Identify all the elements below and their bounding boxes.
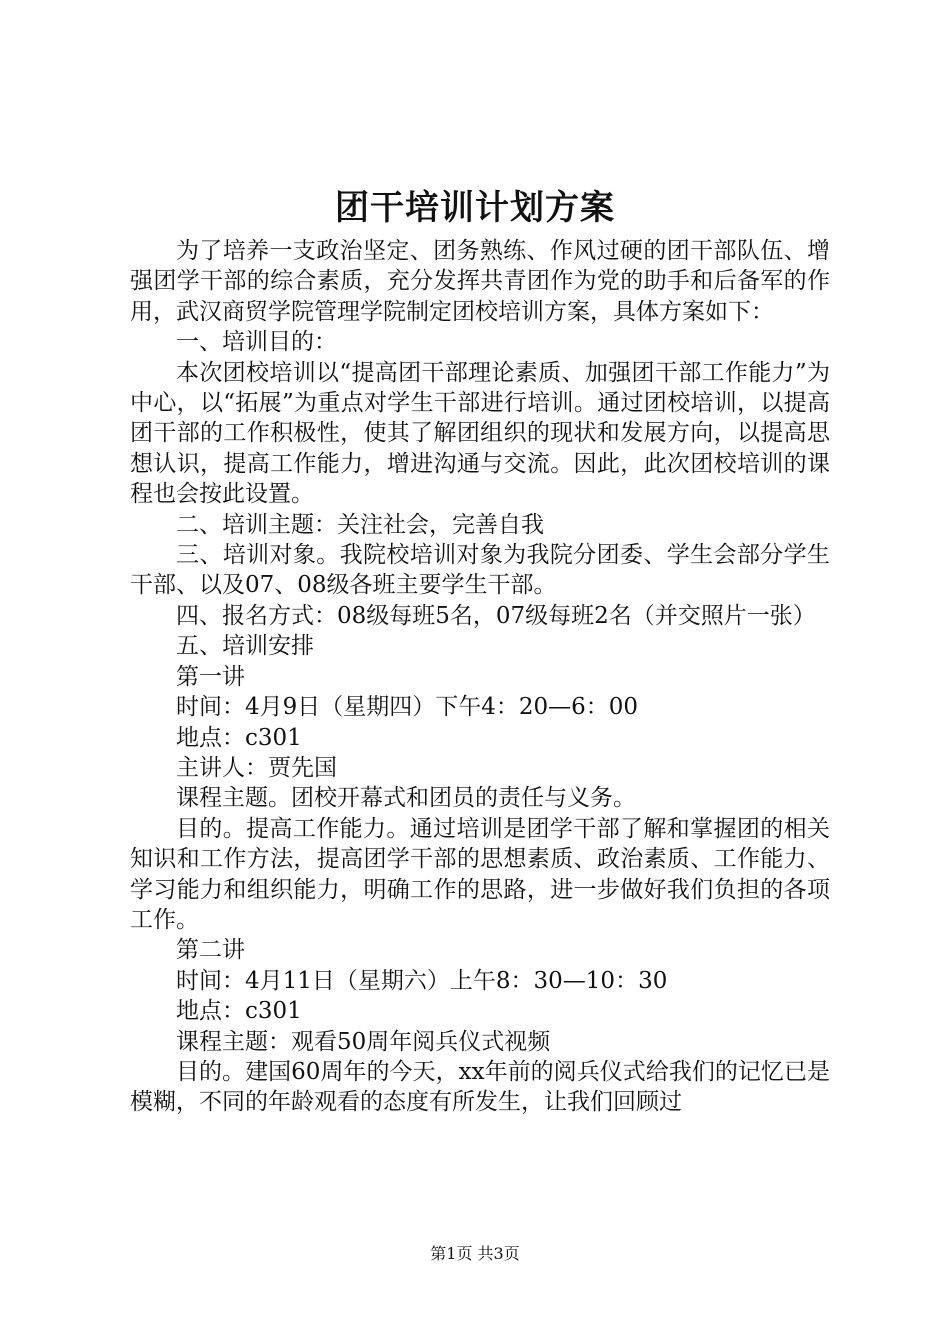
paragraph-lecture-1-location: 地点：c301 <box>176 724 302 751</box>
paragraph-lecture-1-time: 时间：4月9日（星期四）下午4：20—6：00 <box>176 694 639 721</box>
paragraph-lecture-1-speaker: 主讲人：贾先国 <box>176 754 337 781</box>
paragraph-lecture-2-topic: 课程主题：观看50周年阅兵仪式视频 <box>176 1028 551 1055</box>
paragraph-lecture-2-purpose: 目的。建国60周年的今天，xx年前的阅兵仪式给我们的记忆已是模糊，不同的年龄观看的态度有所发生，让我们回顾过 <box>130 1058 830 1116</box>
paragraph-section-1-body: 本次团校培训以“提高团干部理论素质、加强团干部工作能力”为中心，以“拓展”为重点对学生干部进行培训。通过团校培训，以提高团干部的工作积极性，使其了解团组织的现状和发展方向，以提高思想认识，提高工作能力，增进沟通与交流。因此，此次团校培训的课程也会按此设置。 <box>130 359 830 508</box>
page-number-footer: 第1页 共3页 <box>430 1244 520 1263</box>
paragraph-section-1-heading: 一、培训目的： <box>176 329 337 356</box>
document-body <box>130 236 830 1118</box>
paragraph-lecture-1-heading: 第一讲 <box>176 663 245 690</box>
paragraph-intro: 为了培养一支政治坚定、团务熟练、作风过硬的团干部队伍、增强团学干部的综合素质，充分发挥共青团作为党的助手和后备军的作用，武汉商贸学院管理学院制定团校培训方案，具体方案如下： <box>130 238 830 325</box>
paragraph-lecture-1-purpose: 目的。提高工作能力。通过培训是团学干部了解和掌握团的相关知识和工作方法，提高团学干部的思想素质、政治素质、工作能力、学习能力和组织能力，明确工作的思路，进一步做好我们负担的各项工作。 <box>130 815 830 933</box>
paragraph-section-2: 二、培训主题：关注社会，完善自我 <box>176 511 544 538</box>
paragraph-section-4: 四、报名方式：08级每班5名，07级每班2名（并交照片一张） <box>176 602 816 629</box>
paragraph-lecture-2-time: 时间：4月11日（星期六）上午8：30—10：30 <box>176 967 668 994</box>
paragraph-section-5-heading: 五、培训安排 <box>176 633 314 660</box>
paragraph-section-3: 三、培训对象。我院校培训对象为我院分团委、学生会部分学生干部、以及07、08级各班主要学生干部。 <box>130 542 830 599</box>
paragraph-lecture-2-location: 地点：c301 <box>176 998 302 1025</box>
paragraph-lecture-2-heading: 第二讲 <box>176 937 245 964</box>
paragraph-lecture-1-topic: 课程主题。团校开幕式和团员的责任与义务。 <box>176 785 636 812</box>
document-title: 团干培训计划方案 <box>335 188 615 228</box>
